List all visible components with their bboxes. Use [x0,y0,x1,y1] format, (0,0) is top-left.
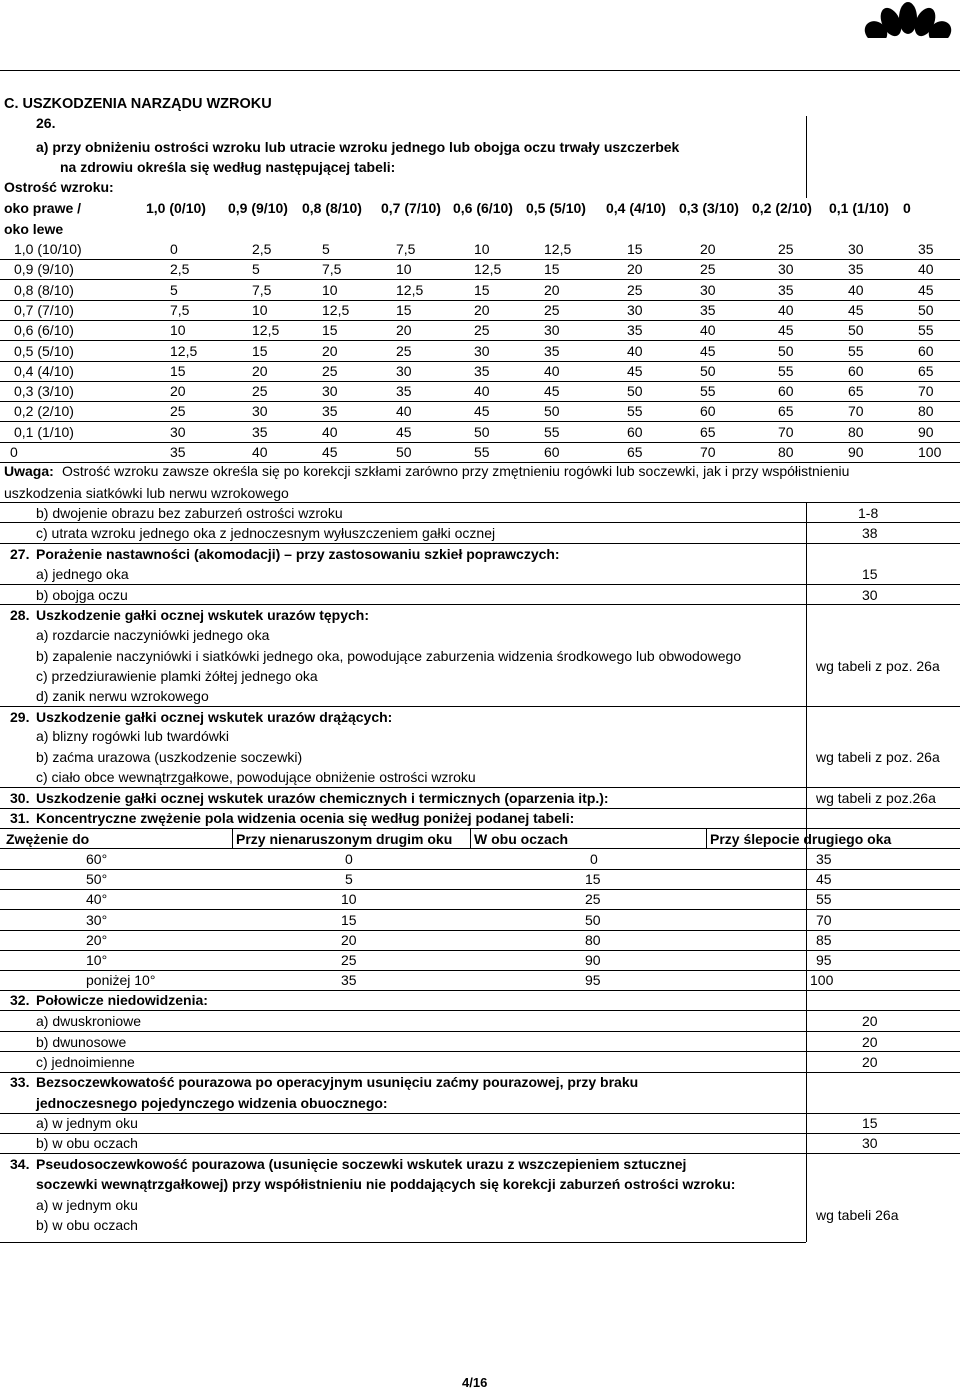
table-cell: 45 [816,871,832,888]
rule-line [0,828,960,829]
table-cell: 65 [918,362,934,379]
table-cell: 12,5 [396,281,424,298]
item-title: Uszkodzenie gałki ocznej wskutek urazów chemicznych i termicznych (oparzenia itp.): [36,790,609,806]
table-cell: 30 [848,241,864,257]
table-cell: 15 [341,911,357,928]
table-cell: 55 [848,342,864,359]
item-text: a) jednego oka [36,566,129,582]
table-cell: 55 [816,891,832,908]
table-cell: 35 [322,403,338,420]
table-cell: 35 [396,383,412,400]
table-cell: 70 [816,911,832,928]
table-cell: 25 [341,952,357,968]
table-cell: 60 [544,444,560,460]
table-cell: 10 [252,301,268,318]
item-text: a) w jednym oku [36,1115,138,1131]
table-cell: 65 [848,383,864,400]
table-cell: 40 [322,423,338,440]
table-cell: 5 [345,871,353,888]
table-cell: 70 [700,444,716,460]
column-header: Przy nienaruszonym drugim oku [236,831,453,847]
item-text: b) zapalenie naczyniówki i siatkówki jednego oka, powodujące zaburzenia widzenia środkowego lub obwodowego [36,648,742,664]
table-cell: 12,5 [170,342,198,359]
table-cell: 15 [585,871,601,888]
table-cell: 5 [170,281,178,298]
rule-line [0,1051,960,1052]
item-value: 20 [862,1054,878,1070]
table-cell: 20 [396,322,412,339]
table-cell: 65 [700,423,716,440]
table-cell: 90 [848,444,864,460]
table-cell: 35 [848,261,864,278]
table-cell: 30 [322,383,338,400]
table-cell: 50 [918,301,934,318]
table-cell: 55 [544,423,560,440]
table-cell: 50 [778,342,794,359]
item-title: Pseudosoczewkowość pourazowa (usunięcie soczewki wskutek urazu z wszczepieniem sztucznej [36,1156,687,1172]
row-label: 0,3 (3/10) [14,383,74,400]
item-26-text: na zdrowiu określa się według następującej tabeli: [60,159,396,175]
row-label: 0,6 (6/10) [14,322,74,339]
row-label: 0,1 (1/10) [14,423,74,440]
column-line [232,829,233,848]
table-cell: 60° [86,851,108,867]
table-cell: 35 [918,241,934,257]
column-header: 0,3 (3/10) [679,200,739,216]
item-title: Porażenie nastawności (akomodacji) – przy zastosowaniu szkieł poprawczych: [36,546,560,562]
table-cell: 60 [778,383,794,400]
item-text: a) dwuskroniowe [36,1013,142,1029]
rule-line [0,522,960,523]
table-cell: 80 [848,423,864,440]
item-number-30: 30. [10,790,30,806]
table-cell: 95 [816,952,832,968]
table-cell: 100 [810,972,834,989]
item-text: d) zanik nerwu wzrokowego [36,688,209,704]
table-cell: 25 [322,362,338,379]
rule-line [0,1113,960,1114]
column-header: 0,9 (9/10) [228,200,288,216]
table-cell: 45 [396,423,412,440]
table-cell: 7,5 [322,261,342,278]
rule-line [0,1153,960,1154]
table-cell: 95 [585,972,601,989]
table-cell: 2,5 [252,241,272,257]
table-cell: 20 [341,931,357,948]
table-cell: 35 [544,342,560,359]
column-header: Przy ślepocie drugiego oka [710,831,892,847]
column-line [706,829,707,848]
table-cell: 15 [322,322,338,339]
table-cell: 25 [252,383,268,400]
table-cell: 10 [474,241,490,257]
rule-line [0,604,960,605]
table-cell: 50 [396,444,412,460]
table-cell: 65 [778,403,794,420]
item-value: 30 [862,1135,878,1151]
table-cell: 70 [848,403,864,420]
item-title: Uszkodzenie gałki ocznej wskutek urazów drążących: [36,709,393,725]
item-number-29: 29. [10,709,30,725]
table-cell: 25 [778,241,794,257]
table-cell: 15 [170,362,186,379]
table-cell: 30 [170,423,186,440]
table-cell: 80 [585,931,601,948]
column-line [470,829,471,848]
table-cell: 25 [474,322,490,339]
table-cell: 45 [544,383,560,400]
table-cell: 50 [474,423,490,440]
column-header: 0,1 (1/10) [829,200,889,216]
table-cell: poniżej 10° [86,972,156,989]
column-header: Zwężenie do [6,831,90,847]
table-cell: 35 [474,362,490,379]
table-cell: 7,5 [252,281,272,298]
table-corner-label: oko prawe / [4,200,82,216]
table-cell: 20 [474,301,490,318]
item-value: wg tabeli z poz.26a [816,790,936,806]
table-cell: 30 [627,301,643,318]
row-label: 0,8 (8/10) [14,281,74,298]
item-number-26: 26. [36,115,56,131]
item-title: Uszkodzenie gałki ocznej wskutek urazów tępych: [36,607,369,623]
table-cell: 50 [700,362,716,379]
table-cell: 55 [778,362,794,379]
item-26-text: a) przy obniżeniu ostrości wzroku lub utracie wzroku jednego lub obojga oczu trwały uszczerbek [36,139,680,155]
row-label: 0,9 (9/10) [14,261,74,278]
item-value: wg tabeli z poz. 26a [816,658,940,674]
table-cell: 12,5 [322,301,350,318]
table-cell: 65 [627,444,643,460]
rule-line [0,584,960,585]
table-cell: 25 [585,891,601,908]
table-cell: 20 [322,342,338,359]
table-cell: 55 [474,444,490,460]
item-value: 20 [862,1013,878,1029]
row-label: 0,7 (7/10) [14,301,74,318]
table-cell: 45 [918,281,934,298]
column-header: 0,8 (8/10) [302,200,362,216]
item-number-27: 27. [10,546,30,562]
rule-line [0,706,960,707]
column-header: 0,5 (5/10) [526,200,586,216]
table-cell: 55 [918,322,934,339]
table-cell: 20° [86,931,108,948]
rule-line [0,1133,960,1134]
table-cell: 35 [252,423,268,440]
table-cell: 0 [170,241,178,257]
table-cell: 80 [778,444,794,460]
table-cell: 50 [585,911,601,928]
table-cell: 40 [474,383,490,400]
column-header: 0,4 (4/10) [606,200,666,216]
item-value: 15 [862,566,878,582]
table-cell: 15 [252,342,268,359]
column-header: W obu oczach [474,831,569,847]
item-text: c) ciało obce wewnątrzgałkowe, powodujące obniżenie ostrości wzroku [36,769,476,785]
table-cell: 30° [86,911,108,928]
table-cell: 60 [848,362,864,379]
column-header: 0,2 (2/10) [752,200,812,216]
row-label: 0,5 (5/10) [14,342,74,359]
table-cell: 80 [918,403,934,420]
table-cell: 5 [252,261,260,278]
table-cell: 15 [474,281,490,298]
rule-line [0,787,960,788]
item-text: a) rozdarcie naczyniówki jednego oka [36,627,270,643]
column-header: 0,7 (7/10) [381,200,441,216]
table-cell: 90 [585,952,601,968]
table-cell: 7,5 [396,241,416,257]
item-value: 38 [862,525,878,541]
table-cell: 0 [590,851,598,867]
table-cell: 10° [86,952,108,968]
item-text: a) blizny rogówki lub twardówki [36,728,229,744]
item-value: 1-8 [858,505,879,521]
item-title: Bezsoczewkowatość pourazowa po operacyjnym usunięciu zaćmy pourazowej, przy braku [36,1074,639,1090]
item-number-34: 34. [10,1156,30,1172]
table-cell: 40 [396,403,412,420]
table-cell: 15 [627,241,643,257]
table-cell: 40° [86,891,108,908]
table-cell: 60 [627,423,643,440]
table-cell: 25 [544,301,560,318]
item-title: soczewki wewnątrzgałkowej) przy współistnieniu nie poddających się korekcji zaburzeń ostrości wzroku: [36,1176,736,1192]
column-header: 0,6 (6/10) [453,200,513,216]
note-text: Ostrość wzroku zawsze określa się po korekcji szkłami zarówno przy zmętnieniu rogówki lub soczewki, jak i przy współistnieniu [62,463,850,479]
table-corner-label: oko lewe [4,221,64,237]
table-cell: 20 [252,362,268,379]
rule-line [0,848,960,849]
table-cell: 20 [700,241,716,257]
column-header: 1,0 (0/10) [146,200,206,216]
table-cell: 20 [170,383,186,400]
table-cell: 20 [627,261,643,278]
table-cell: 30 [544,322,560,339]
section-heading: C. USZKODZENIA NARZĄDU WZROKU [4,96,272,112]
table-cell: 35 [778,281,794,298]
table-cell: 50° [86,871,108,888]
table-cell: 10 [396,261,412,278]
item-text: b) w obu oczach [36,1135,138,1151]
column-line [806,502,807,1242]
table-cell: 40 [700,322,716,339]
table-cell: 25 [396,342,412,359]
table-cell: 5 [322,241,330,257]
item-number-33: 33. [10,1074,30,1090]
table-cell: 40 [918,261,934,278]
item-text: c) jednoimienne [36,1054,135,1070]
table-cell: 70 [918,383,934,400]
item-value: 15 [862,1115,878,1131]
rule-line [0,1010,960,1011]
item-value: wg tabeli 26a [816,1207,899,1223]
table-cell: 60 [700,403,716,420]
table-cell: 40 [544,362,560,379]
table-cell: 45 [778,322,794,339]
column-header: 0 [903,200,911,216]
table-cell: 10 [322,281,338,298]
note-text: uszkodzenia siatkówki lub nerwu wzrokowego [4,485,289,501]
item-text: c) utrata wzroku jednego oka z jednoczesnym wyłuszczeniem gałki ocznej [36,525,496,541]
table-cell: 35 [816,851,832,867]
table-cell: 40 [778,301,794,318]
column-line [806,116,807,198]
item-text: b) obojga oczu [36,587,128,603]
item-title: jednoczesnego pojedynczego widzenia obuocznego: [36,1095,388,1111]
table-cell: 45 [474,403,490,420]
table-corner-label: Ostrość wzroku: [4,179,114,195]
table-cell: 35 [627,322,643,339]
rule-line [0,502,960,503]
table-cell: 50 [544,403,560,420]
table-cell: 45 [848,301,864,318]
table-cell: 60 [918,342,934,359]
table-cell: 30 [700,281,716,298]
item-value: 30 [862,587,878,603]
table-cell: 30 [474,342,490,359]
table-cell: 85 [816,931,832,948]
table-cell: 15 [396,301,412,318]
table-cell: 2,5 [170,261,190,278]
row-label: 1,0 (10/10) [14,241,82,257]
table-cell: 35 [700,301,716,318]
rule-line [0,1031,960,1032]
item-text: b) dwunosowe [36,1034,127,1050]
rule-line [0,543,960,544]
table-cell: 35 [170,444,186,460]
table-cell: 10 [170,322,186,339]
table-cell: 55 [700,383,716,400]
table-cell: 40 [627,342,643,359]
table-cell: 50 [627,383,643,400]
table-cell: 25 [627,281,643,298]
table-cell: 45 [700,342,716,359]
note-label: Uwaga: [4,463,54,479]
table-cell: 45 [627,362,643,379]
table-cell: 7,5 [170,301,190,318]
item-number-31: 31. [10,810,30,826]
table-cell: 25 [700,261,716,278]
table-cell: 15 [544,261,560,278]
table-cell: 30 [396,362,412,379]
item-text: b) dwojenie obrazu bez zaburzeń ostrości wzroku [36,505,343,521]
item-title: Koncentryczne zwężenie pola widzenia ocenia się według poniżej podanej tabeli: [36,810,575,826]
item-value: 20 [862,1034,878,1050]
table-cell: 90 [918,423,934,440]
row-label: 0,2 (2/10) [14,403,74,420]
table-cell: 100 [918,444,942,460]
table-cell: 50 [848,322,864,339]
table-cell: 12,5 [474,261,502,278]
item-number-28: 28. [10,607,30,623]
table-cell: 45 [322,444,338,460]
table-cell: 70 [778,423,794,440]
logo [862,2,954,44]
table-cell: 55 [627,403,643,420]
table-cell: 30 [252,403,268,420]
item-number-32: 32. [10,992,30,1008]
table-cell: 10 [341,891,357,908]
table-cell: 12,5 [544,241,572,257]
header-rule [0,70,960,71]
item-value: wg tabeli z poz. 26a [816,749,940,765]
table-cell: 35 [341,972,357,989]
table-cell: 0 [345,851,353,867]
table-cell: 40 [848,281,864,298]
rule-line [0,1242,806,1243]
item-title: Połowicze niedowidzenia: [36,992,208,1008]
page-number: 4/16 [462,1375,488,1390]
row-label: 0,4 (4/10) [14,362,74,379]
item-text: a) w jednym oku [36,1197,138,1213]
table-cell: 25 [170,403,186,420]
table-cell: 20 [544,281,560,298]
table-cell: 12,5 [252,322,280,339]
table-cell: 30 [778,261,794,278]
table-cell: 40 [252,444,268,460]
item-text: c) przedziurawienie plamki żółtej jednego oka [36,668,318,684]
item-text: b) w obu oczach [36,1217,138,1233]
item-text: b) zaćma urazowa (uszkodzenie soczewki) [36,749,303,765]
row-label: 0 [10,444,18,460]
